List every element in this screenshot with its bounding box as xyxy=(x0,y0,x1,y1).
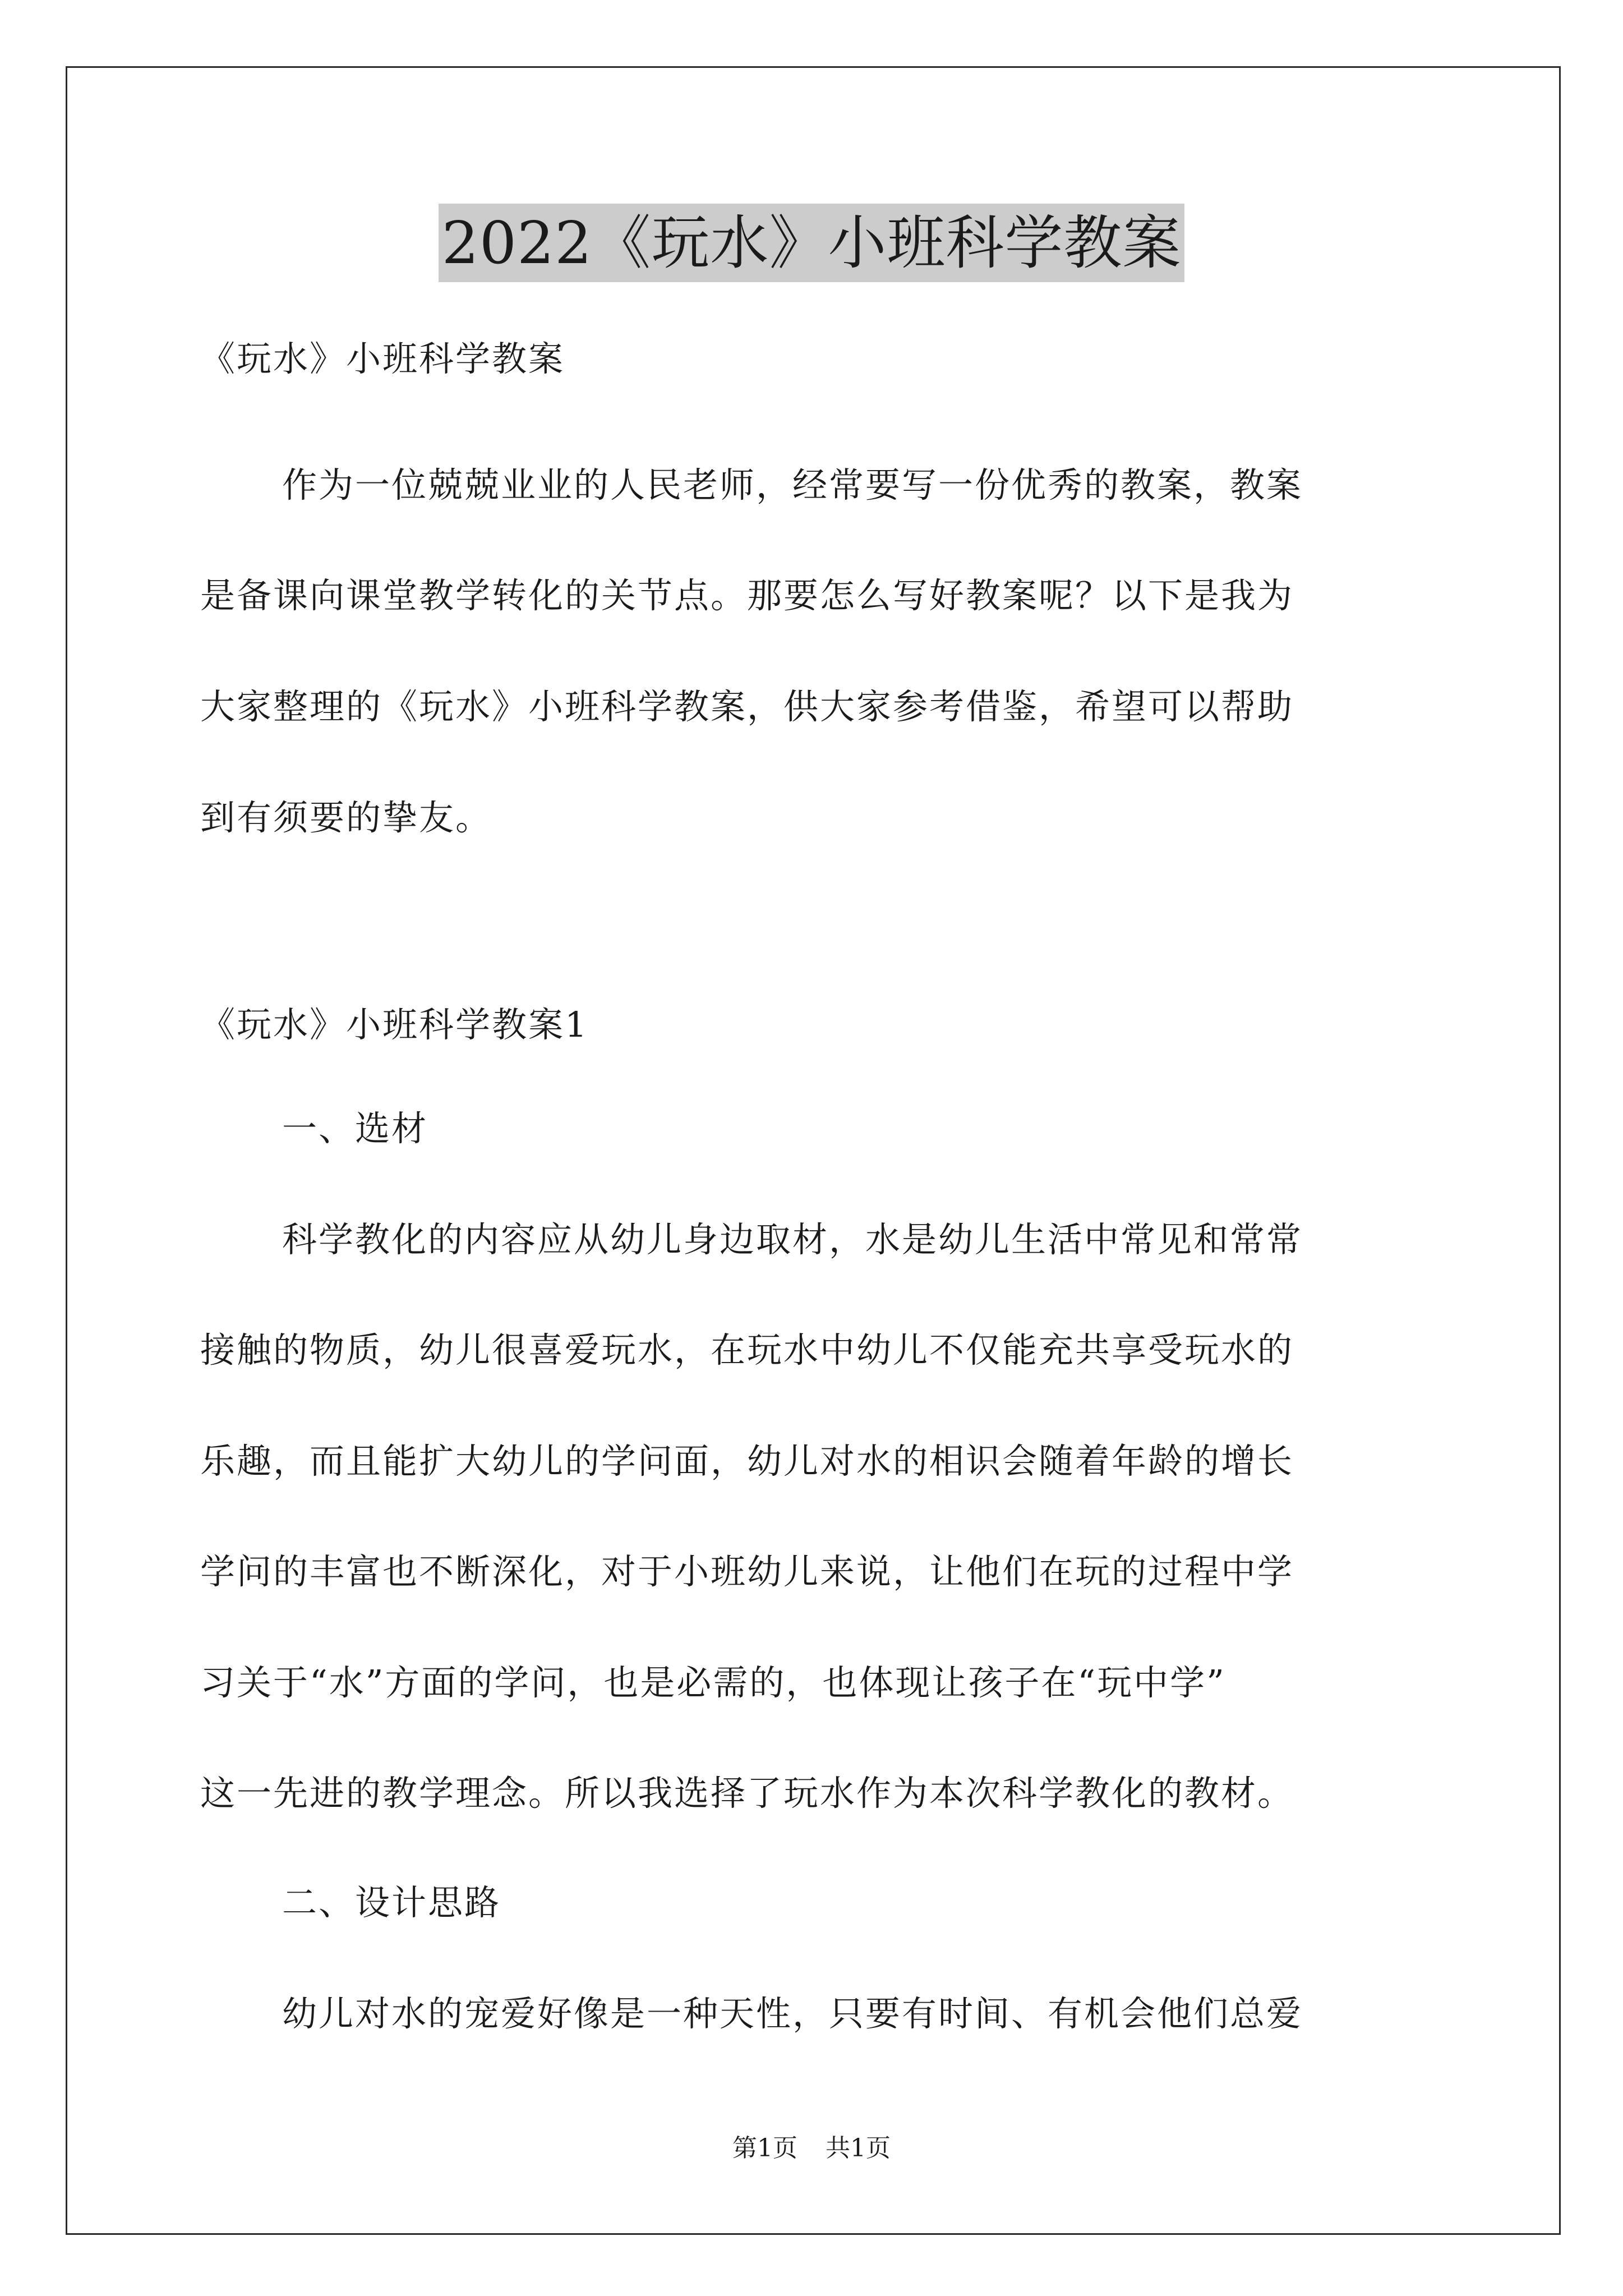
paragraph-line: 二、设计思路 xyxy=(282,1882,501,1923)
paragraph-line: 大家整理的《玩水》小班科学教案，供大家参考借鉴，希望可以帮助 xyxy=(200,686,1294,727)
paragraph-line: 一、选材 xyxy=(282,1108,428,1149)
paragraph-line: 这一先进的教学理念。所以我选择了玩水作为本次科学教化的教材。 xyxy=(200,1773,1294,1814)
paragraph-line: 是备课向课堂教学转化的关节点。那要怎么写好教案呢？以下是我为 xyxy=(200,575,1294,616)
page-number: 第1页 xyxy=(732,2134,797,2162)
document-title: 2022《玩水》小班科学教案 xyxy=(439,204,1185,282)
paragraph-line: 到有须要的挚友。 xyxy=(200,797,492,838)
paragraph-line: 《玩水》小班科学教案 xyxy=(200,338,565,379)
title-container xyxy=(0,204,1623,282)
paragraph-line: 乐趣，而且能扩大幼儿的学问面，幼儿对水的相识会随着年龄的增长 xyxy=(200,1441,1294,1481)
page-total: 共1页 xyxy=(826,2134,891,2162)
paragraph-line: 科学教化的内容应从幼儿身边取材，水是幼儿生活中常见和常常 xyxy=(282,1219,1303,1260)
paragraph-line: 幼儿对水的宠爱好像是一种天性，只要有时间、有机会他们总爱 xyxy=(282,1993,1303,2034)
paragraph-line: 习关于“水”方面的学问，也是必需的，也体现让孩子在“玩中学” xyxy=(200,1662,1226,1703)
paragraph-line: 《玩水》小班科学教案1 xyxy=(200,1004,589,1045)
page-footer xyxy=(0,2132,1623,2165)
paragraph-line: 接触的物质，幼儿很喜爱玩水，在玩水中幼儿不仅能充共享受玩水的 xyxy=(200,1329,1294,1370)
paragraph-line: 作为一位兢兢业业的人民老师，经常要写一份优秀的教案，教案 xyxy=(282,464,1303,505)
paragraph-line: 学问的丰富也不断深化，对于小班幼儿来说，让他们在玩的过程中学 xyxy=(200,1551,1294,1592)
